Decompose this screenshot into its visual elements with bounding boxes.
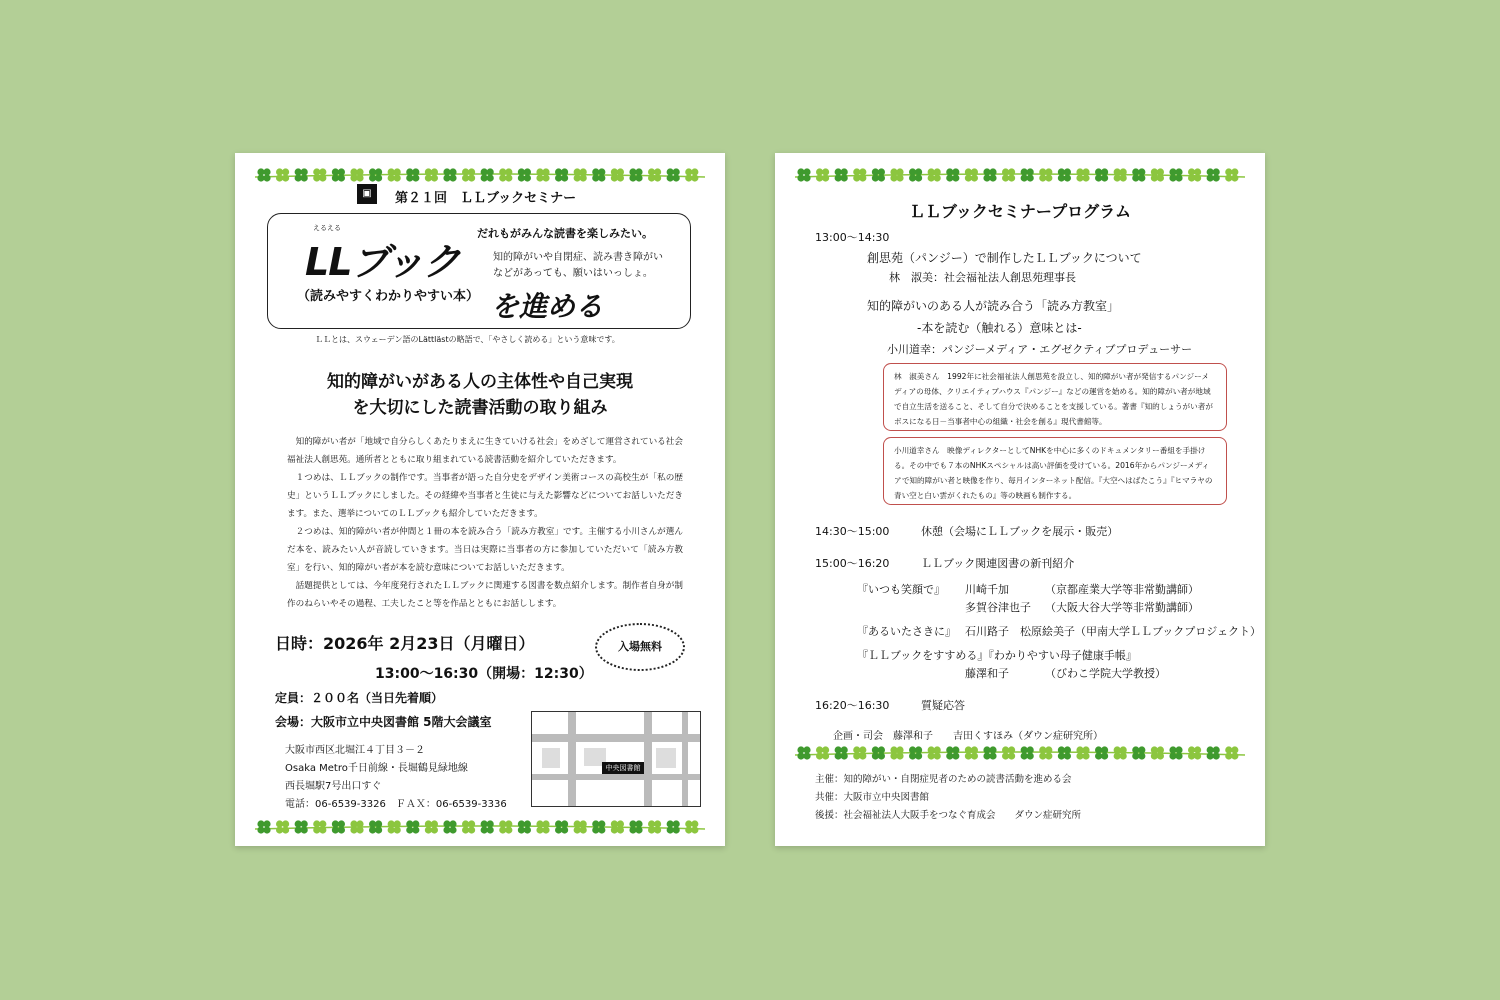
clover-icon [518, 820, 531, 833]
planning-mc: 企画・司会 藤澤和子 吉田くすほみ（ダウン症研究所） [833, 731, 1103, 742]
clover-icon [965, 746, 978, 759]
clover-icon [1076, 168, 1089, 181]
clover-icon [1076, 746, 1089, 759]
clover-icon [257, 820, 270, 833]
program-title: ＬＬブックセミナープログラム [909, 202, 1131, 221]
clover-icon [462, 820, 475, 833]
clover-border-divider [795, 743, 1245, 763]
clover-icon [797, 746, 810, 759]
clover-icon [1039, 168, 1052, 181]
clover-icon [276, 820, 289, 833]
clover-icon [443, 168, 456, 181]
ll-note: ＬＬとは、スウェーデン語のLättlästの略語で、「やさしく読める」という意味です。 [315, 335, 620, 344]
clover-icon [425, 168, 438, 181]
book-1-title: 『いつも笑顔で』 [857, 583, 945, 596]
book-3-affiliation: （びわこ学院大学教授） [1045, 667, 1166, 680]
clover-icon [667, 820, 680, 833]
clover-icon [1021, 168, 1034, 181]
clover-icon [276, 168, 289, 181]
session-2-speaker: 小川道幸：パンジーメディア・エグゼクティブプロデューサー [887, 343, 1193, 356]
flyer-front-page [235, 153, 725, 846]
access-line-2: 西長堀駅7号出口すぐ [285, 781, 382, 792]
session-2-subtitle: -本を読む（触れる）意味とは- [917, 321, 1082, 335]
body-paragraph-3: ２つめは、知的障がい者が仲間と１冊の本を読み合う「読み方教室」です。主催する小川さんが選んだ本を、読みたい人が音読していきます。当日は実際に当事者の方に参加していただいて「読み方教室」を行い、知的障がい者が本を読む意味についてお話しいただきます。 [287, 527, 683, 573]
clover-icon [1207, 168, 1220, 181]
access-line-1: Osaka Metro千日前線・長堀鶴見緑地線 [285, 763, 468, 774]
capacity: 定員：２００名（当日先着順） [275, 691, 444, 705]
clover-icon [1058, 168, 1071, 181]
book-3-title: 『ＬＬブックをすすめる』『わかりやすい母子健康手帳』 [857, 649, 1137, 662]
access-map [531, 711, 701, 807]
ll-subtitle: （読みやすくわかりやすい本） [297, 289, 480, 304]
session-3-title: ＬＬブック関連図書の新刊紹介 [921, 557, 1075, 570]
clover-icon [257, 168, 270, 181]
book-2-title: 『あるいたさきに』 [857, 625, 956, 638]
body-paragraph-1: 知的障がい者が「地域で自分らしくあたりまえに生きていける社会」をめざして運営されている社会福祉法人創思苑。通所者とともに取り組まれている読書活動を紹介していただきます。 [287, 437, 683, 465]
book-1-affiliation-1: （京都産業大学等非常勤講師） [1045, 583, 1199, 596]
clover-icon [425, 820, 438, 833]
clover-icon [1225, 746, 1238, 759]
clover-icon [1188, 168, 1201, 181]
clover-icon [1002, 168, 1015, 181]
clover-icon [1039, 746, 1052, 759]
phone-fax: 電話：06-6539-3326 ＦＡＸ：06-6539-3336 [285, 799, 507, 810]
clover-icon [481, 168, 494, 181]
free-admission-badge: 入場無料 [595, 623, 685, 671]
map-library-label: 中央図書館 [602, 762, 644, 774]
break-time: 14:30〜15:00 [815, 525, 890, 538]
clover-icon [835, 168, 848, 181]
clover-icon [983, 746, 996, 759]
clover-icon [965, 168, 978, 181]
clover-icon [1058, 746, 1071, 759]
supporter: 後援：社会福祉法人大阪手をつなぐ育成会 ダウン症研究所 [815, 810, 1082, 821]
headline-line-1: 知的障がいがある人の主体性や自己実現 [327, 372, 633, 392]
session-1-time: 13:00〜14:30 [815, 231, 890, 244]
book-1-author-1: 川崎千加 [965, 583, 1009, 596]
book-icon: ▣ [357, 184, 377, 204]
clover-icon [481, 820, 494, 833]
clover-icon [797, 168, 810, 181]
clover-icon [1021, 746, 1034, 759]
promote-title: を進める [491, 290, 604, 323]
clover-icon [295, 820, 308, 833]
session-2-title: 知的障がいのある人が読み合う「読み方教室」 [867, 299, 1120, 313]
clover-icon [648, 168, 661, 181]
speaker-bio-ogawa: 小川道幸さん 映像ディレクターとしてNHKを中心に多くのドキュメンタリー番組を手掛ける。その中でも７本のNHKスペシャルは高い評価を受けている。2016年からパンジーメディアで知的障がい者と映像を作り、毎月インターネット配信。『大空へはばたこう』『ヒマラヤの青い空と白い雲がくれたもの』等の映画も制作する。 [883, 437, 1227, 505]
headline-line-2: を大切にした読書活動の取り組み [352, 398, 608, 418]
clover-icon [536, 820, 549, 833]
book-1-author-2: 多賀谷津也子 [965, 601, 1031, 614]
clover-icon [816, 168, 829, 181]
session-1-speaker: 林 淑美：社会福祉法人創思苑理事長 [889, 271, 1076, 284]
clover-icon [499, 168, 512, 181]
clover-border-top [795, 165, 1245, 185]
clover-icon [443, 820, 456, 833]
clover-icon [536, 168, 549, 181]
book-1-affiliation-2: （大阪大谷大学等非常勤講師） [1045, 601, 1199, 614]
clover-icon [835, 746, 848, 759]
clover-icon [1207, 746, 1220, 759]
clover-icon [983, 168, 996, 181]
ll-ruby: えるえる [313, 224, 341, 232]
catch-line-1: だれもがみんな読書を楽しみたい。 [477, 227, 653, 240]
break-title: 休憩（会場にＬＬブックを展示・販売） [921, 525, 1119, 538]
organizer: 主催：知的障がい・自閉症児者のための読書活動を進める会 [815, 774, 1072, 785]
clover-icon [1002, 746, 1015, 759]
clover-icon [295, 168, 308, 181]
session-1-title: 創思苑（パンジー）で制作したＬＬブックについて [867, 251, 1142, 265]
event-time: 13:00〜16:30（開場：12:30） [375, 666, 593, 682]
ll-book-title: LLブック [305, 240, 460, 284]
body-paragraph-2: １つめは、ＬＬブックの制作です。当事者が語った自分史をデザイン美術コースの高校生が「私の歴史」というＬＬブックにしました。その経緯や当事者と生徒に与えた影響などについてお話しいただきます。また、選挙についてのＬＬブックも紹介していただきます。 [287, 473, 683, 519]
clover-icon [499, 820, 512, 833]
session-3-time: 15:00〜16:20 [815, 557, 890, 570]
speaker-bio-hayashi: 林 淑美さん 1992年に社会福祉法人創思苑を設立し、知的障がい者が発信するパンジーメディアの母体、クリエイティブハウス『パンジー』などの運営を始める。知的障がい者が地域で自立生活を送ること、そして自分で決めることを支援している。著書『知的しょうがい者がボスになる日－当事者中心の組織・社会を創る』現代書館等。 [883, 363, 1227, 431]
clover-icon [518, 168, 531, 181]
clover-border-bottom [255, 817, 705, 837]
clover-border-top [255, 165, 705, 185]
program-page [775, 153, 1265, 846]
clover-icon [462, 168, 475, 181]
address: 大阪市西区北堀江４丁目３－２ [285, 745, 425, 756]
venue: 会場：大阪市立中央図書館 5階大会議室 [275, 715, 492, 729]
qa-time: 16:20〜16:30 [815, 699, 890, 712]
seminar-number: 第２１回 ＬＬブックセミナー [395, 191, 577, 206]
cosponsor: 共催：大阪市立中央図書館 [815, 792, 930, 803]
catch-line-3: などがあっても、願いはいっしょ。 [493, 268, 653, 279]
clover-icon [685, 820, 698, 833]
book-3-author: 藤澤和子 [965, 667, 1009, 680]
qa-title: 質疑応答 [921, 699, 965, 712]
clover-icon [685, 168, 698, 181]
catch-line-2: 知的障がいや自閉症、読み書き障がい [493, 252, 663, 263]
clover-icon [648, 820, 661, 833]
clover-icon [816, 746, 829, 759]
clover-icon [1225, 168, 1238, 181]
clover-icon [667, 168, 680, 181]
body-text [287, 433, 683, 613]
body-paragraph-4: 話題提供としては、今年度発行されたＬＬブックに関連する図書を数点紹介します。制作者自身が制作のねらいやその過程、工夫したこと等を作品とともにお話しします。 [287, 581, 683, 609]
clover-icon [1188, 746, 1201, 759]
book-2-authors: 石川路子 松原絵美子（甲南大学ＬＬブックプロジェクト） [965, 625, 1262, 638]
event-date: 日時：2026年 2月23日（月曜日） [275, 634, 535, 653]
